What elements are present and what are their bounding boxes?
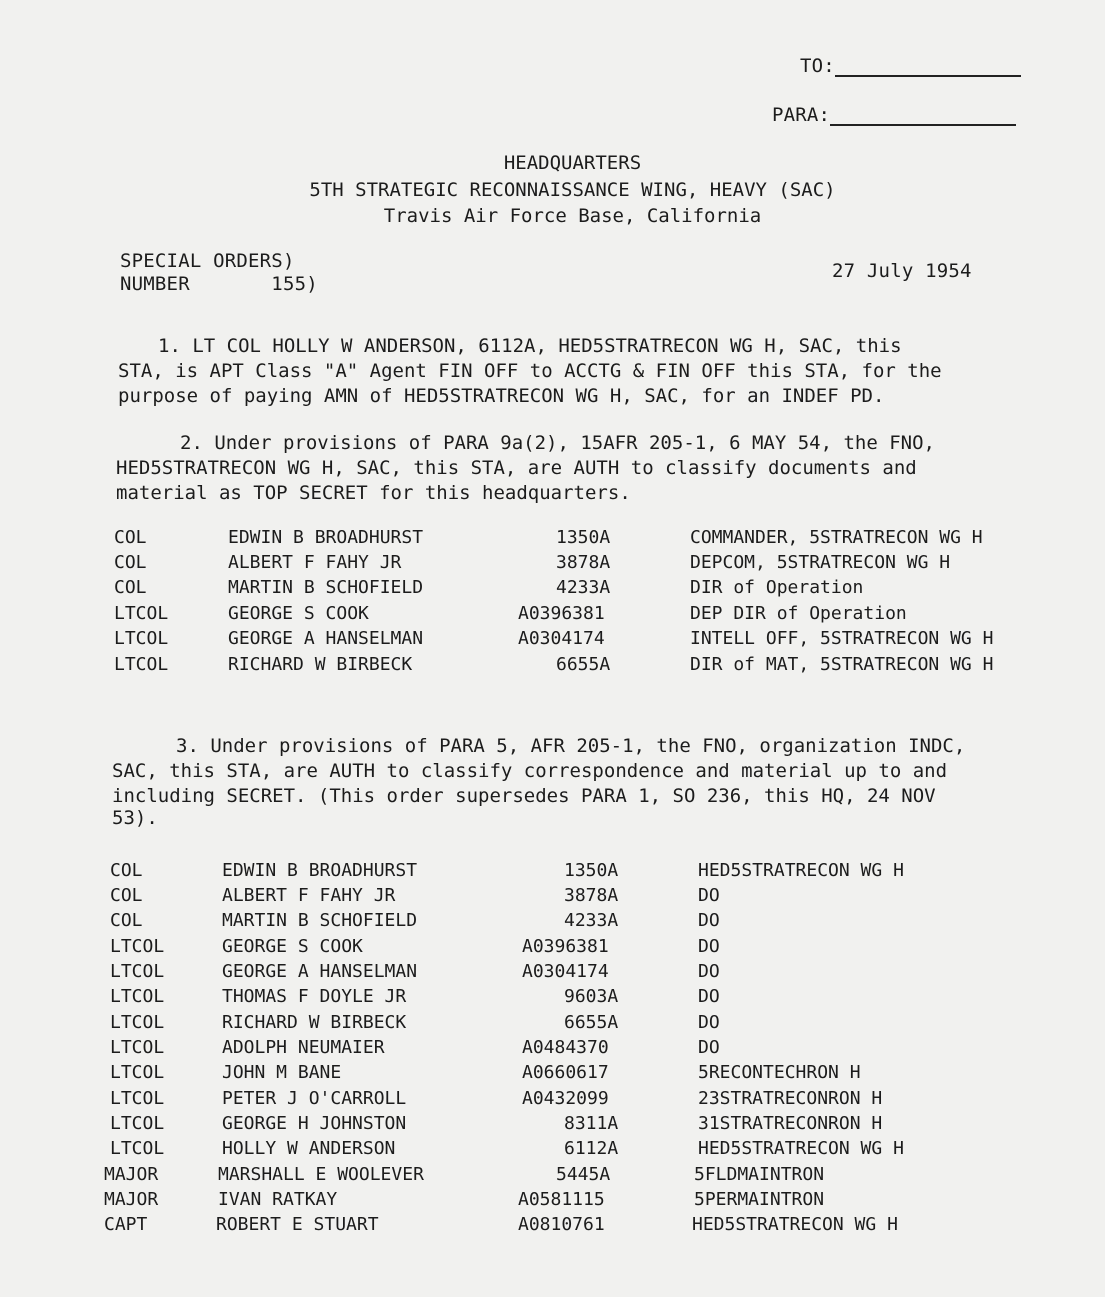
unit: HED5STRATRECON WG H: [692, 1214, 898, 1235]
para2-line3: material as TOP SECRET for this headquarters.: [116, 482, 631, 504]
name: MARTIN B SCHOFIELD: [222, 910, 418, 931]
rank: COL: [114, 552, 147, 573]
header-base: Travis Air Force Base, California: [383, 205, 762, 227]
serial-number: A0432099: [522, 1088, 609, 1109]
name: IVAN RATKAY: [218, 1189, 338, 1210]
rank: LTCOL: [110, 936, 165, 957]
header-headquarters: HEADQUARTERS: [503, 152, 642, 174]
rank: LTCOL: [114, 628, 169, 649]
serial-number: 4233A: [564, 910, 619, 931]
name: HOLLY W ANDERSON: [222, 1138, 396, 1159]
para-routing-line: [772, 104, 1016, 126]
para3-line2: SAC, this STA, are AUTH to classify correspondence and material up to and: [112, 760, 948, 782]
name: GEORGE A HANSELMAN: [228, 628, 424, 649]
rank: LTCOL: [114, 603, 169, 624]
name: ALBERT F FAHY JR: [228, 552, 402, 573]
rank: LTCOL: [110, 961, 165, 982]
name: RICHARD W BIRBECK: [222, 1012, 407, 1033]
rank: COL: [110, 885, 143, 906]
name: ROBERT E STUART: [216, 1214, 379, 1235]
serial-number: 3878A: [564, 885, 619, 906]
para1-line3: purpose of paying AMN of HED5STRATRECON WG H, SAC, for an INDEF PD.: [118, 385, 885, 407]
name: PETER J O'CARROLL: [222, 1088, 407, 1109]
unit: 5FLDMAINTRON: [694, 1164, 825, 1185]
rank: MAJOR: [104, 1164, 159, 1185]
serial-number: 5445A: [556, 1164, 611, 1185]
serial-number: 6655A: [564, 1012, 619, 1033]
rank: LTCOL: [110, 986, 165, 1007]
duty: DEPCOM, 5STRATRECON WG H: [690, 552, 951, 573]
unit: 5RECONTECHRON H: [698, 1062, 861, 1083]
serial-number: 9603A: [564, 986, 619, 1007]
name: JOHN M BANE: [222, 1062, 342, 1083]
serial-number: 6112A: [564, 1138, 619, 1159]
rank: LTCOL: [110, 1088, 165, 1109]
order-date: 27 July 1954: [832, 260, 972, 282]
duty: DEP DIR of Operation: [690, 603, 907, 624]
para1-line1: 1. LT COL HOLLY W ANDERSON, 6112A, HED5STRATRECON WG H, SAC, this: [158, 335, 902, 357]
name: ALBERT F FAHY JR: [222, 885, 396, 906]
serial-number: A0810761: [518, 1214, 605, 1235]
para1-line2: STA, is APT Class "A" Agent FIN OFF to ACCTG & FIN OFF this STA, for the: [118, 360, 942, 382]
para-label: PARA:: [772, 104, 831, 126]
serial-number: A0660617: [522, 1062, 609, 1083]
serial-number: A0396381: [522, 936, 609, 957]
name: THOMAS F DOYLE JR: [222, 986, 407, 1007]
to-blank-line: [835, 57, 1021, 77]
para-blank-line: [830, 106, 1016, 126]
name: MARTIN B SCHOFIELD: [228, 577, 424, 598]
unit: DO: [698, 936, 720, 957]
order-number-label: NUMBER 155): [120, 273, 318, 295]
rank: MAJOR: [104, 1189, 159, 1210]
name: GEORGE S COOK: [228, 603, 369, 624]
para3-line1: 3. Under provisions of PARA 5, AFR 205-1, the FNO, organization INDC,: [176, 735, 966, 757]
unit: DO: [698, 1012, 720, 1033]
name: MARSHALL E WOOLEVER: [218, 1164, 424, 1185]
serial-number: 4233A: [556, 577, 611, 598]
unit: 5PERMAINTRON: [694, 1189, 825, 1210]
rank: COL: [114, 527, 147, 548]
name: ADOLPH NEUMAIER: [222, 1037, 385, 1058]
unit: DO: [698, 961, 720, 982]
duty: INTELL OFF, 5STRATRECON WG H: [690, 628, 994, 649]
special-orders-label: SPECIAL ORDERS): [120, 250, 295, 272]
name: GEORGE H JOHNSTON: [222, 1113, 407, 1134]
serial-number: A0304174: [518, 628, 605, 649]
name: EDWIN B BROADHURST: [222, 860, 418, 881]
serial-number: 8311A: [564, 1113, 619, 1134]
header-wing: 5TH STRATEGIC RECONNAISSANCE WING, HEAVY (SAC): [309, 179, 836, 201]
unit: HED5STRATRECON WG H: [698, 1138, 904, 1159]
para2-line2: HED5STRATRECON WG H, SAC, this STA, are AUTH to classify documents and: [116, 457, 917, 479]
duty: DIR of MAT, 5STRATRECON WG H: [690, 654, 994, 675]
serial-number: A0304174: [522, 961, 609, 982]
duty: DIR of Operation: [690, 577, 864, 598]
unit: DO: [698, 885, 720, 906]
to-routing-line: [800, 55, 1021, 77]
rank: COL: [114, 577, 147, 598]
serial-number: A0484370: [522, 1037, 609, 1058]
serial-number: 1350A: [556, 527, 611, 548]
name: EDWIN B BROADHURST: [228, 527, 424, 548]
rank: LTCOL: [110, 1062, 165, 1083]
unit: DO: [698, 1037, 720, 1058]
serial-number: 1350A: [564, 860, 619, 881]
unit: DO: [698, 910, 720, 931]
serial-number: A0581115: [518, 1189, 605, 1210]
duty: COMMANDER, 5STRATRECON WG H: [690, 527, 983, 548]
rank: LTCOL: [114, 654, 169, 675]
unit: DO: [698, 986, 720, 1007]
rank: LTCOL: [110, 1037, 165, 1058]
unit: 31STRATRECONRON H: [698, 1113, 883, 1134]
rank: LTCOL: [110, 1012, 165, 1033]
rank: COL: [110, 860, 143, 881]
serial-number: A0396381: [518, 603, 605, 624]
rank: LTCOL: [110, 1138, 165, 1159]
to-label: TO:: [800, 55, 835, 77]
name: RICHARD W BIRBECK: [228, 654, 413, 675]
serial-number: 3878A: [556, 552, 611, 573]
name: GEORGE A HANSELMAN: [222, 961, 418, 982]
unit: HED5STRATRECON WG H: [698, 860, 904, 881]
rank: CAPT: [104, 1214, 148, 1235]
unit: 23STRATRECONRON H: [698, 1088, 883, 1109]
para3-line3: including SECRET. (This order supersedes PARA 1, SO 236, this HQ, 24 NOV: [112, 785, 936, 807]
rank: COL: [110, 910, 143, 931]
para2-line1: 2. Under provisions of PARA 9a(2), 15AFR 205-1, 6 MAY 54, the FNO,: [180, 432, 935, 454]
para3-line4: 53).: [112, 807, 158, 829]
serial-number: 6655A: [556, 654, 611, 675]
name: GEORGE S COOK: [222, 936, 363, 957]
rank: LTCOL: [110, 1113, 165, 1134]
